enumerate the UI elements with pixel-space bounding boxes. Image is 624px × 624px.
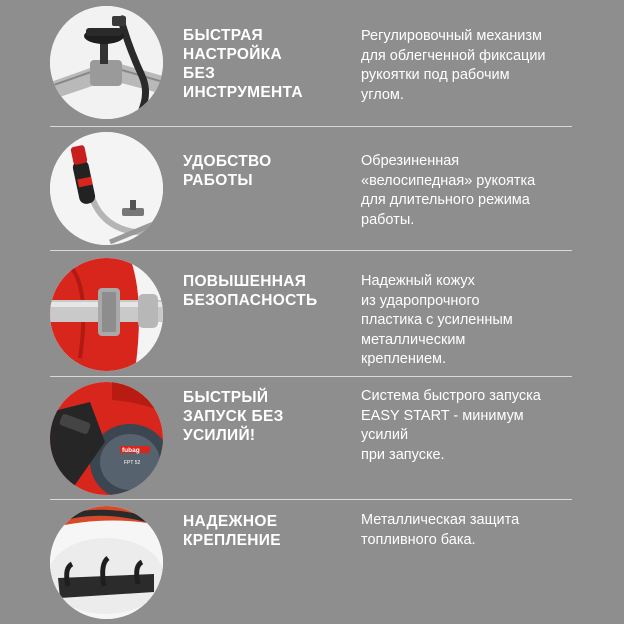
feature-description-line: рукоятки под рабочим xyxy=(361,67,510,83)
feature-title xyxy=(183,272,343,310)
feature-description-line: Металлическая защита xyxy=(361,512,520,528)
feature-title-line: ПОВЫШЕННАЯ xyxy=(183,273,307,290)
feature-description-line: из ударопрочного xyxy=(361,292,480,309)
feature-description-line: Обрезиненная xyxy=(361,153,460,169)
feature-description-line: углом. xyxy=(361,86,404,103)
feature-description xyxy=(361,272,601,370)
feature-description-line: для облегченной фиксации xyxy=(361,47,546,64)
feature-title xyxy=(183,388,343,445)
guard-housing-icon xyxy=(50,258,163,371)
feature-description xyxy=(361,511,601,550)
bicycle-handle-icon xyxy=(50,132,163,245)
feature-description xyxy=(361,27,601,105)
feature-title-line: РАБОТЫ xyxy=(183,172,253,189)
feature-title-line: ЗАПУСК БЕЗ xyxy=(183,408,284,425)
feature-description-line: при запуске. xyxy=(361,446,445,463)
feature-title-line: УСИЛИЙ! xyxy=(183,427,256,444)
feature-title-line: УДОБСТВО xyxy=(183,153,272,170)
feature-description-line: для длительного режима xyxy=(361,192,530,208)
divider xyxy=(50,126,572,127)
feature-title-line: БЕЗОПАСНОСТЬ xyxy=(183,292,318,309)
feature-description-line: креплением. xyxy=(361,351,447,367)
feature-description-line: Регулировочный механизм xyxy=(361,28,542,44)
engine-starter-icon xyxy=(50,382,163,495)
divider xyxy=(50,250,572,251)
feature-title xyxy=(183,152,343,190)
feature-description-line: усилий xyxy=(361,427,409,443)
feature-description-line: топливного бака. xyxy=(361,531,476,548)
feature-description xyxy=(361,387,601,465)
feature-title-line: БЫСТРЫЙ xyxy=(183,389,269,406)
feature-title-line: ИНСТРУМЕНТА xyxy=(183,84,303,101)
feature-description-line: металлическим xyxy=(361,331,466,348)
feature-title-line: КРЕПЛЕНИЕ xyxy=(183,532,281,549)
feature-description-line: работы. xyxy=(361,211,415,228)
feature-title xyxy=(183,512,343,550)
feature-title-line: НАДЕЖНОЕ xyxy=(183,513,278,530)
fuel-tank-guard-icon xyxy=(50,506,163,619)
divider xyxy=(50,499,572,500)
feature-title xyxy=(183,26,343,102)
feature-title-line: БЫСТРАЯ xyxy=(183,27,264,44)
feature-description-line: EASY START - минимум xyxy=(361,407,524,424)
feature-description-line: Надежный кожух xyxy=(361,273,475,289)
feature-title-line: НАСТРОЙКА xyxy=(183,46,282,63)
feature-description-line: пластика с усиленным xyxy=(361,312,513,328)
engine-brand-label: fubag xyxy=(122,447,140,454)
divider xyxy=(50,376,572,377)
feature-description-line: «велосипедная» рукоятка xyxy=(361,172,536,189)
feature-description xyxy=(361,152,601,230)
feature-title-line: БЕЗ xyxy=(183,65,216,82)
handle-adjust-knob-icon xyxy=(50,6,163,119)
engine-model-label: FPT 52 xyxy=(124,460,141,466)
feature-description-line: Система быстрого запуска xyxy=(361,388,541,404)
